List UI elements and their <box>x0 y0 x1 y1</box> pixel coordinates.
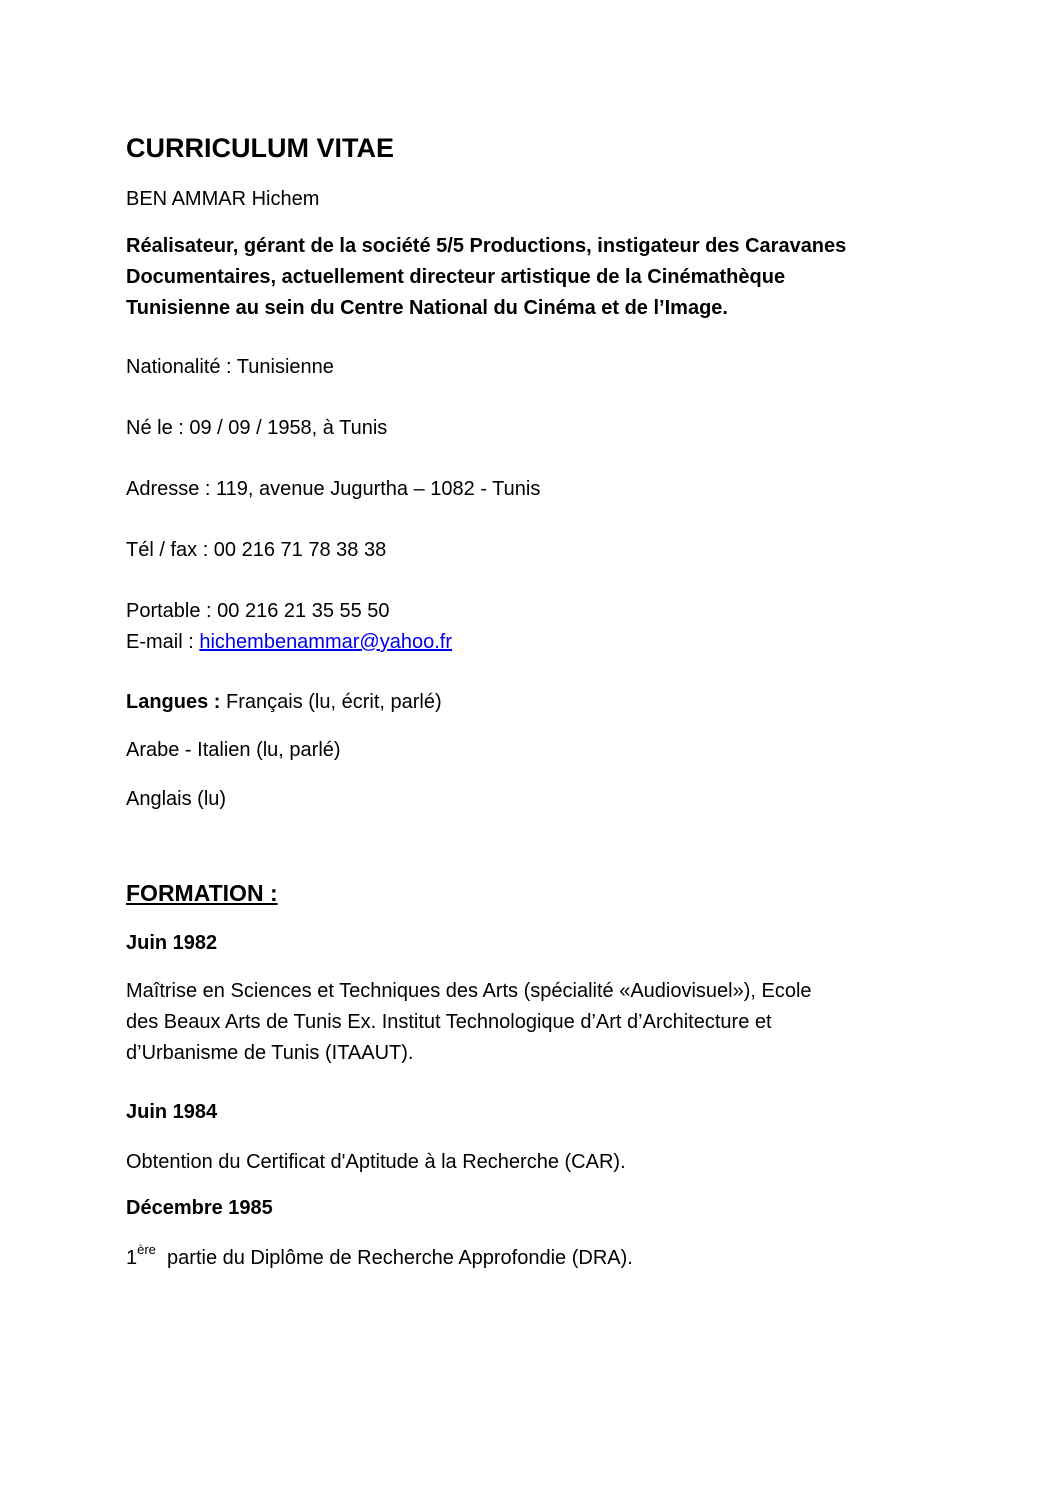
formation-text-1-line-2: des Beaux Arts de Tunis Ex. Institut Technologique d’Art d’Architecture et <box>126 1011 772 1033</box>
summary-line-1: Réalisateur, gérant de la société 5/5 Productions, instigateur des Caravanes <box>126 235 847 257</box>
nationality: Nationalité : Tunisienne <box>126 356 334 378</box>
languages-label: Langues : <box>126 691 221 713</box>
formation-date-2: Juin 1984 <box>126 1101 218 1123</box>
email-label: E-mail : <box>126 631 200 653</box>
formation-text-1-line-3: d’Urbanisme de Tunis (ITAAUT). <box>126 1042 414 1064</box>
summary-line-2: Documentaires, actuellement directeur artistique de la Cinémathèque <box>126 266 786 288</box>
formation-text-1-line-1: Maîtrise en Sciences et Techniques des Arts (spécialité «Audiovisuel»), Ecole <box>126 980 812 1002</box>
languages-line-2: Arabe - Italien (lu, parlé) <box>126 739 341 761</box>
languages-line-1 <box>126 687 442 717</box>
formation-heading: FORMATION : <box>126 880 278 906</box>
languages-value-1: Français (lu, écrit, parlé) <box>220 691 442 713</box>
mobile-phone: Portable : 00 216 21 35 55 50 <box>126 600 390 622</box>
summary-line-3: Tunisienne au sein du Centre National du Cinéma et de l’Image. <box>126 297 728 319</box>
phone-fax: Tél / fax : 00 216 71 78 38 38 <box>126 539 387 561</box>
languages-line-3: Anglais (lu) <box>126 788 227 810</box>
ordinal-number: 1 <box>126 1247 138 1269</box>
email-line <box>126 627 452 657</box>
page-title: CURRICULUM VITAE <box>126 133 394 163</box>
formation-date-1: Juin 1982 <box>126 932 218 954</box>
formation-date-3: Décembre 1985 <box>126 1197 273 1219</box>
address: Adresse : 119, avenue Jugurtha – 1082 - Tunis <box>126 478 541 500</box>
formation-text-3 <box>126 1243 633 1273</box>
formation-text-3-body: partie du Diplôme de Recherche Approfondie (DRA). <box>155 1247 633 1269</box>
formation-text-2: Obtention du Certificat d'Aptitude à la Recherche (CAR). <box>126 1151 626 1173</box>
email-link[interactable]: hichembenammar@yahoo.fr <box>199 631 452 653</box>
birth-info: Né le : 09 / 09 / 1958, à Tunis <box>126 417 388 439</box>
ordinal-suffix: ère <box>137 1242 156 1258</box>
person-name: BEN AMMAR Hichem <box>126 188 320 210</box>
